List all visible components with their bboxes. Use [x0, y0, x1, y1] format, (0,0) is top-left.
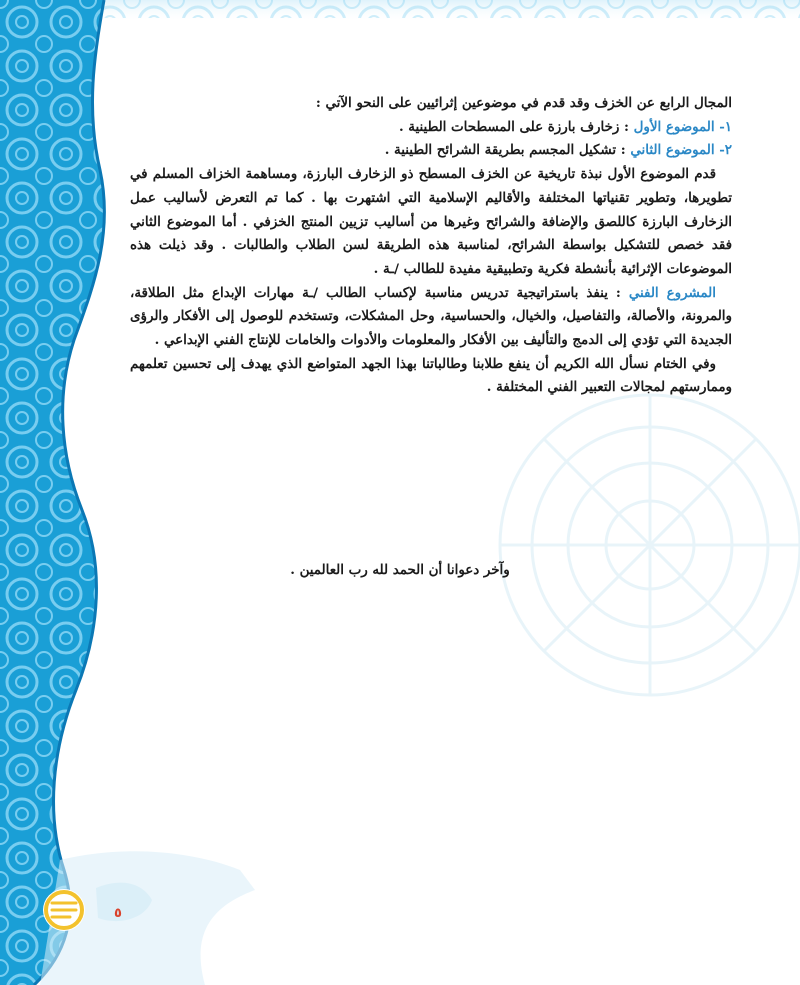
body-text — [130, 92, 732, 400]
topic-2-label: ٢- الموضوع الثاني — [630, 142, 732, 159]
paragraph-topics-description: قدم الموضوع الأول نبذة تاريخية عن الخزف المسطح ذو الزخارف البارزة، ومساهمة الخزاف المسلم في تطويرها، وتطوير تقنياتها المختلفة والأقاليم الإسلامية التي اشتهرت بها . كما تم التعرض لأساليب عمل الزخارف البارزة كاللصق والإضافة والشرائح وغيرها من أساليب تزيين المنتج الخزفي . أما الموضوع الثاني فقد خصص للتشكيل بواسطة الشرائح، لمناسبة هذه الطريقة لسن الطلاب والطالبات . وقد ذيلت هذه الموضوعات الإثرائية بأنشطة فكرية وتطبيقية مفيدة للطالب /ـة . — [130, 166, 732, 277]
topic-2 — [130, 139, 732, 163]
topic-1 — [130, 116, 732, 140]
topic-2-text: : تشكيل المجسم بطريقة الشرائح الطينية . — [384, 142, 626, 159]
publisher-logo-icon — [43, 889, 85, 931]
topic-1-label: ١- الموضوع الأول — [633, 118, 732, 135]
watermark-rosette — [500, 395, 800, 695]
art-project-label: المشروع الفني — [628, 284, 716, 301]
topic-1-text: : زخارف بارزة على المسطحات الطينية . — [398, 118, 629, 135]
page-number: ٥ — [114, 906, 122, 921]
art-project-text: : ينفذ باستراتيجية تدريس مناسبة لإكساب الطالب /ـة مهارات الإبداع مثل الطلاقة، والمرونة، والأصالة، والتفاصيل، والخيال، والحساسية، وحل المشكلات، وتستخدم للوصول إلى الأفكار والرؤى الجديدة التي تؤدي إلى الدمج والتأليف بين الأفكار والمعلومات والأدوات والخامات للإنتاج الفني الإبداعي . — [130, 284, 732, 349]
paragraph-art-project — [130, 282, 732, 353]
closing-prayer: وآخر دعوانا أن الحمد لله رب العالمين . — [290, 562, 510, 578]
left-border-ornament — [0, 0, 104, 985]
intro-line: المجال الرابع عن الخزف وقد قدم في موضوعين إثرائيين على النحو الآتي : — [315, 95, 732, 111]
paragraph-conclusion: وفي الختام نسأل الله الكريم أن ينفع طلابنا وطالباتنا بهذا الجهد المتواضع الذي يهدف إلى تحسين تعلمهم وممارستهم لمجالات التعبير الفني المختلفة . — [130, 355, 732, 396]
top-border-ornament — [0, 0, 800, 22]
